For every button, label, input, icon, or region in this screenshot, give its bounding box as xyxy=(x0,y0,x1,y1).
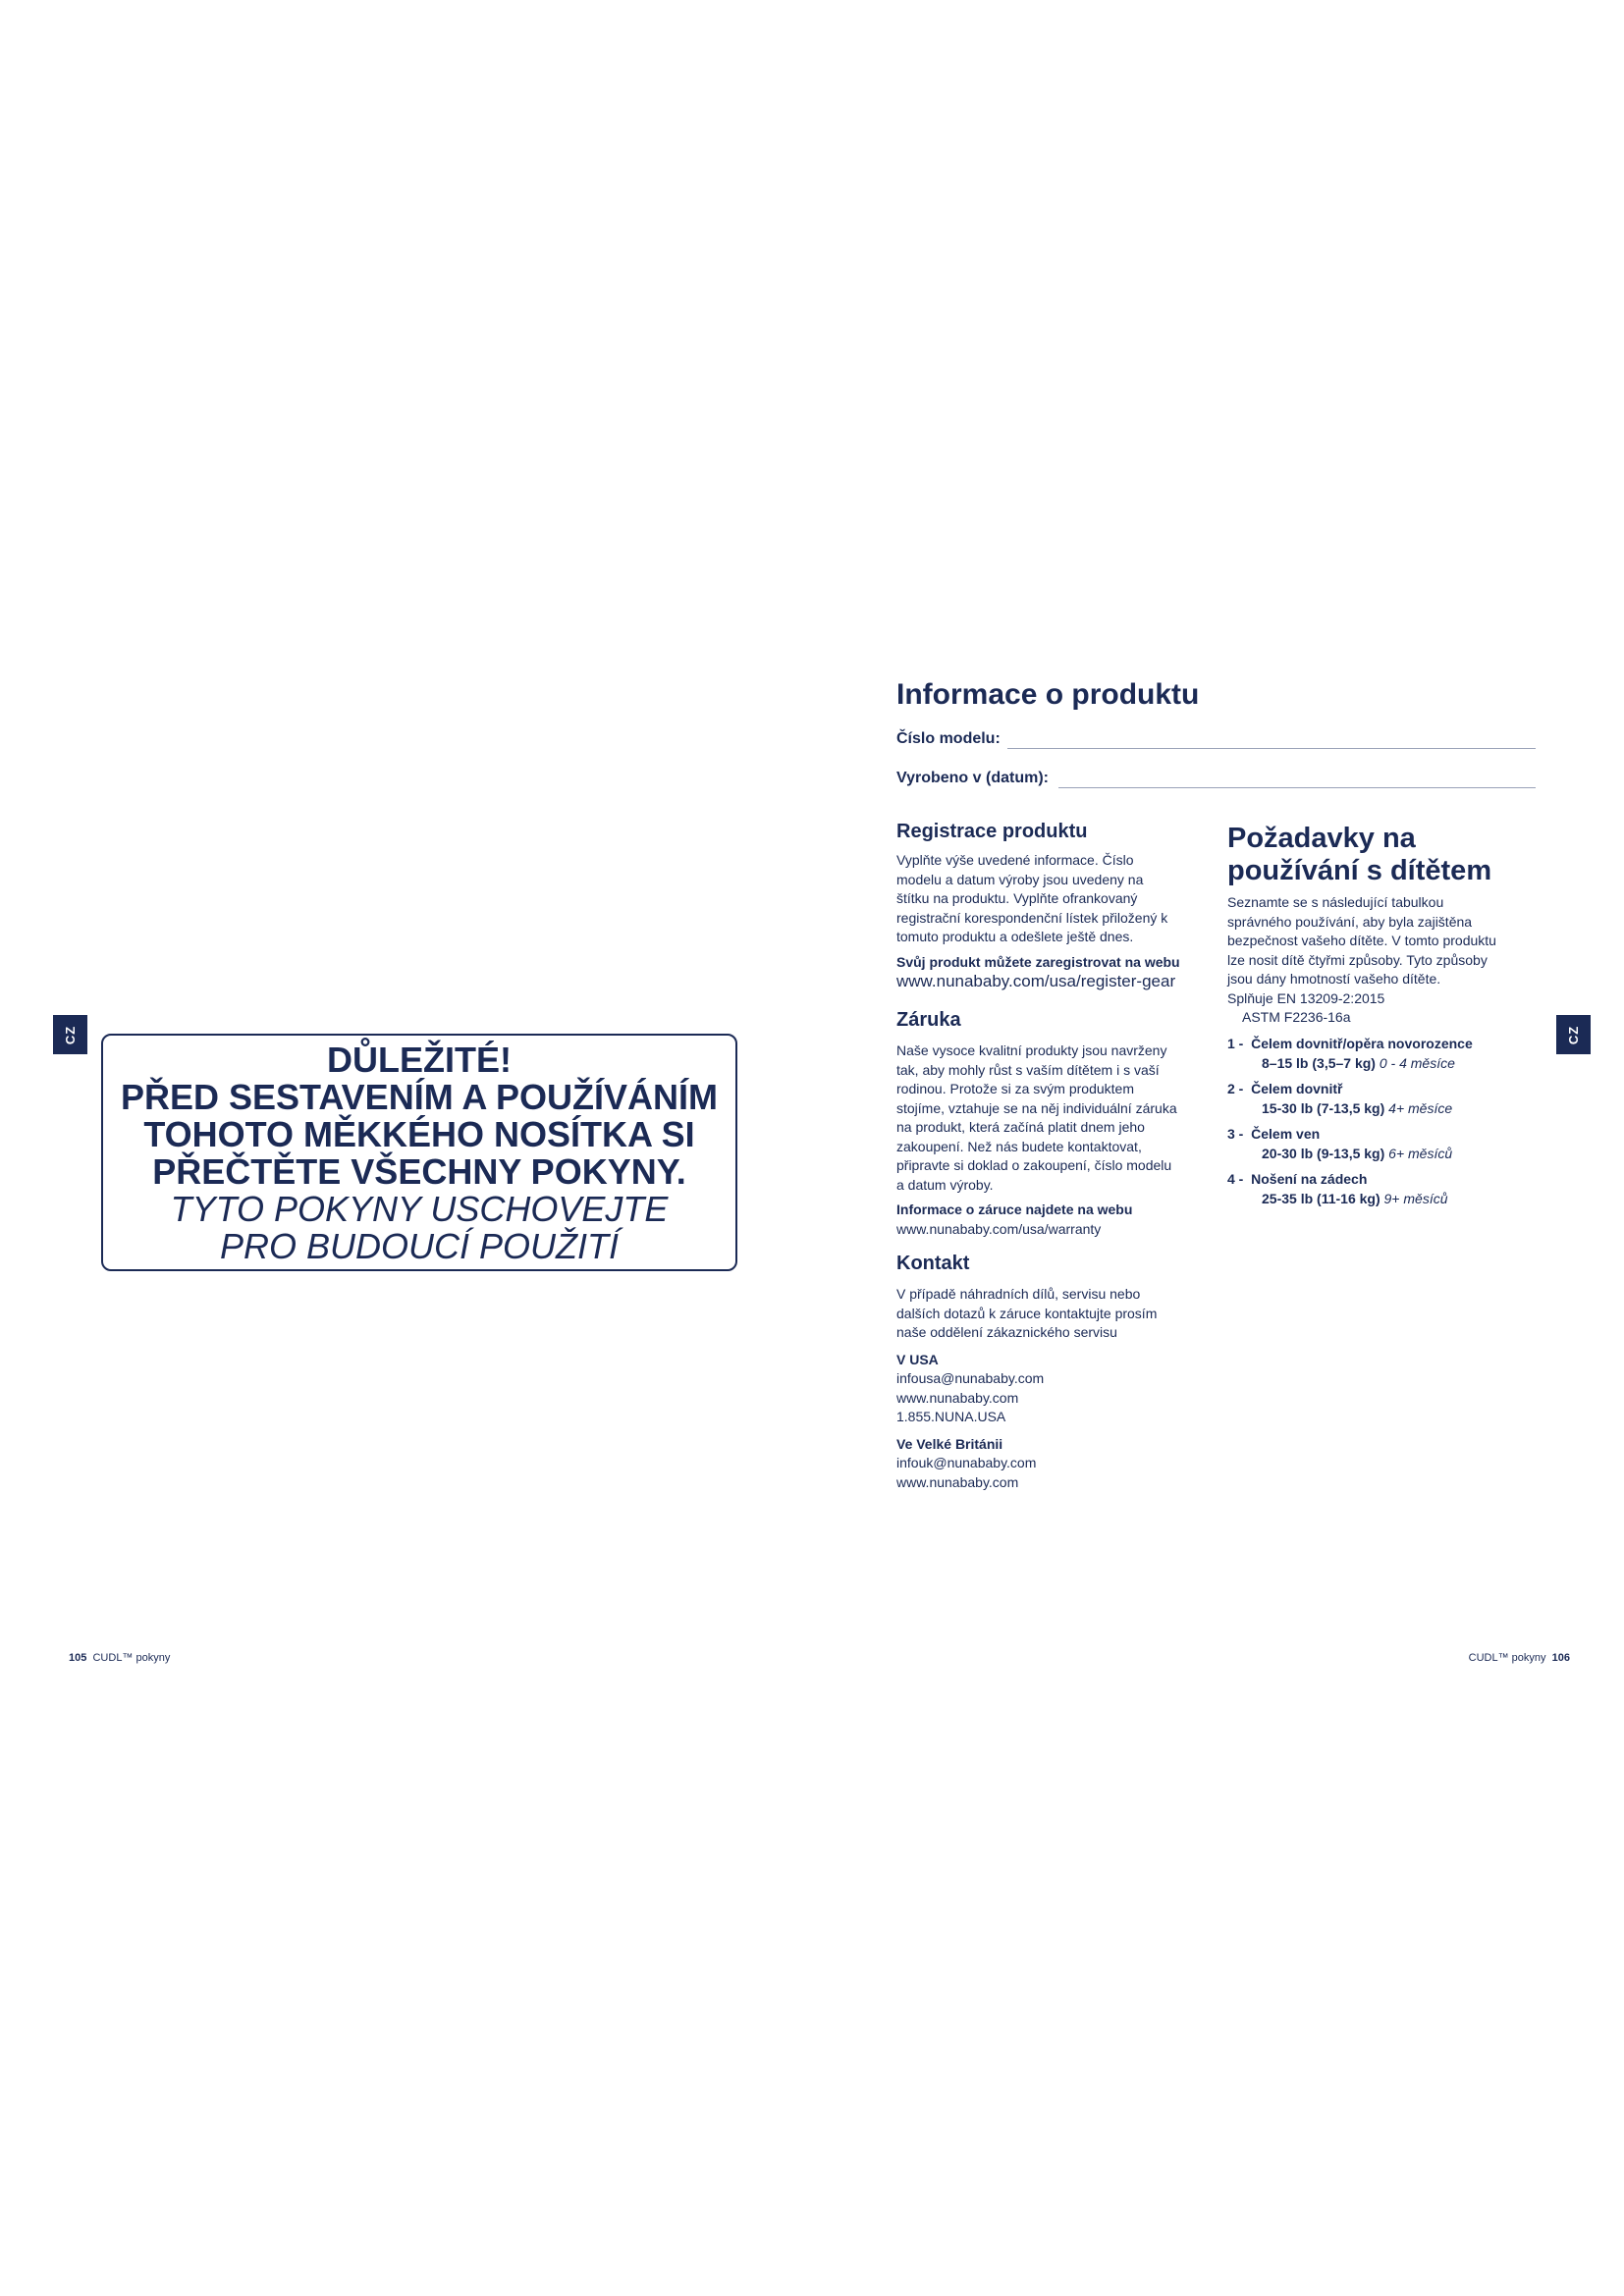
requirements-text: správného používání, aby byla zajištěna xyxy=(1227,913,1473,930)
contact-text: naše oddělení zákaznického servisu xyxy=(896,1324,1117,1340)
warranty-text: rodinou. Protože si za svým produktem xyxy=(896,1081,1134,1096)
contact-title: Kontakt xyxy=(896,1253,970,1274)
warranty-link[interactable]: www.nunababy.com/usa/warranty xyxy=(896,1220,1102,1237)
registration-title: Registrace produktu xyxy=(896,821,1088,842)
contact-section xyxy=(896,1253,1211,1492)
manufacture-date-label: Vyrobeno v (datum): xyxy=(896,770,1049,786)
warranty-text: na produkt, která začíná platit dnem jeho xyxy=(896,1119,1145,1135)
keep-instructions-line: PRO BUDOUCÍ POUŽITÍ xyxy=(219,1226,620,1266)
warranty-text: a datum výroby. xyxy=(896,1176,994,1193)
requirements-title: Požadavky na xyxy=(1227,823,1416,854)
important-heading: DŮLEŽITÉ! xyxy=(327,1040,512,1080)
language-tab-left xyxy=(53,1015,87,1054)
carry-mode-weight: 15-30 lb (7-13,5 kg) xyxy=(1262,1099,1385,1116)
footer-right xyxy=(1469,1652,1570,1664)
model-number-label: Číslo modelu: xyxy=(896,730,1001,747)
contact-usa-phone: 1.855.NUNA.USA xyxy=(896,1409,1006,1424)
warranty-text: zakoupení. Než nás budete kontaktovat, xyxy=(896,1138,1142,1154)
product-info-title: Informace o produktu xyxy=(896,678,1200,711)
carry-mode-number: 4 - xyxy=(1227,1170,1244,1187)
requirements-text: lze nosit dítě čtyřmi způsoby. Tyto způsoby xyxy=(1227,951,1488,968)
warranty-text: stojíme, vztahuje se na něj individuální záruka xyxy=(896,1099,1177,1116)
contact-uk-website[interactable]: www.nunababy.com xyxy=(896,1473,1019,1490)
carry-mode-label: Čelem ven xyxy=(1251,1125,1321,1142)
contact-text: V případě náhradních dílů, servisu nebo xyxy=(896,1286,1141,1302)
registration-text: štítku na produktu. Vyplňte ofrankovaný xyxy=(896,890,1138,906)
carry-mode-age: 0 - 4 měsíce xyxy=(1379,1054,1455,1071)
compliance-standard: ASTM F2236-16a xyxy=(1242,1009,1351,1025)
requirements-text: Seznamte se s následující tabulkou xyxy=(1227,894,1444,910)
carry-mode-item xyxy=(1227,1169,1551,1208)
important-line: PŘEČTĚTE VŠECHNY POKYNY. xyxy=(152,1151,686,1192)
carry-mode-age: 9+ měsíců xyxy=(1383,1190,1448,1206)
page-number: 105 xyxy=(69,1652,87,1664)
keep-instructions-line: TYTO POKYNY USCHOVEJTE xyxy=(170,1189,669,1229)
carry-mode-age: 4+ měsíce xyxy=(1388,1099,1453,1116)
warranty-text: tak, aby mohly růst s vaším dítětem i s vaší xyxy=(896,1061,1160,1078)
carry-mode-weight: 25-35 lb (11-16 kg) xyxy=(1262,1190,1380,1206)
carry-mode-label: Nošení na zádech xyxy=(1251,1170,1368,1187)
warranty-section xyxy=(896,1009,1211,1239)
requirements-title: používání s dítětem xyxy=(1227,855,1492,886)
warranty-text: připravte si doklad o zakoupení, číslo modelu xyxy=(896,1157,1172,1173)
manufacture-date-field[interactable] xyxy=(1058,787,1536,788)
important-line: TOHOTO MĚKKÉHO NOSÍTKA SI xyxy=(143,1114,695,1154)
contact-usa-email[interactable]: infousa@nunababy.com xyxy=(896,1370,1045,1386)
footer-title: CUDL™ pokyny xyxy=(1468,1652,1546,1664)
registration-section xyxy=(896,821,1211,991)
important-notice-box xyxy=(101,1034,737,1271)
warranty-web-label: Informace o záruce najdete na webu xyxy=(896,1201,1133,1217)
language-tab-label: CZ xyxy=(63,1025,78,1044)
carry-mode-number: 2 - xyxy=(1227,1080,1244,1096)
carry-mode-number: 1 - xyxy=(1227,1035,1244,1051)
language-tab-right xyxy=(1556,1015,1591,1054)
registration-link[interactable]: www.nunababy.com/usa/register-gear xyxy=(896,972,1176,990)
compliance-standard: Splňuje EN 13209-2:2015 xyxy=(1227,989,1385,1006)
carry-mode-weight: 8–15 lb (3,5–7 kg) xyxy=(1262,1054,1376,1071)
contact-uk-label: Ve Velké Británii xyxy=(896,1435,1003,1452)
contact-text: dalších dotazů k záruce kontaktujte prosím xyxy=(896,1305,1158,1321)
carry-mode-label: Čelem dovnitř xyxy=(1251,1080,1343,1096)
footer-title: CUDL™ pokyny xyxy=(92,1652,171,1664)
warranty-text: Naše vysoce kvalitní produkty jsou navrženy xyxy=(896,1042,1167,1058)
requirements-section xyxy=(1227,823,1551,1208)
requirements-text: bezpečnost vašeho dítěte. V tomto produktu xyxy=(1227,933,1496,948)
carry-mode-weight: 20-30 lb (9-13,5 kg) xyxy=(1262,1145,1385,1161)
warranty-title: Záruka xyxy=(896,1009,961,1031)
carry-mode-item xyxy=(1227,1124,1551,1163)
registration-text: modelu a datum výroby jsou uvedeny na xyxy=(896,871,1144,887)
carry-mode-item xyxy=(1227,1079,1551,1118)
registration-text: Vyplňte výše uvedené informace. Číslo xyxy=(896,852,1134,868)
registration-text: tomuto produktu a odešlete ještě dnes. xyxy=(896,929,1134,944)
language-tab-label: CZ xyxy=(1566,1025,1581,1044)
carry-mode-item xyxy=(1227,1034,1551,1073)
requirements-text: jsou dány hmotností vašeho dítěte. xyxy=(1227,971,1441,987)
contact-usa-label: V USA xyxy=(896,1351,939,1367)
contact-uk-email[interactable]: infouk@nunababy.com xyxy=(896,1455,1037,1470)
footer-left xyxy=(69,1652,170,1664)
registration-text: registrační korespondenční lístek přiložený k xyxy=(896,909,1168,926)
carry-mode-age: 6+ měsíců xyxy=(1388,1145,1453,1161)
carry-mode-number: 3 - xyxy=(1227,1125,1244,1142)
registration-web-label: Svůj produkt můžete zaregistrovat na webu xyxy=(896,953,1180,970)
page-number: 106 xyxy=(1551,1652,1570,1664)
important-line: PŘED SESTAVENÍM A POUŽÍVÁNÍM xyxy=(120,1077,719,1117)
contact-usa-website[interactable]: www.nunababy.com xyxy=(896,1389,1019,1406)
carry-mode-label: Čelem dovnitř/opěra novorozence xyxy=(1251,1035,1473,1051)
model-number-field[interactable] xyxy=(1007,748,1536,749)
